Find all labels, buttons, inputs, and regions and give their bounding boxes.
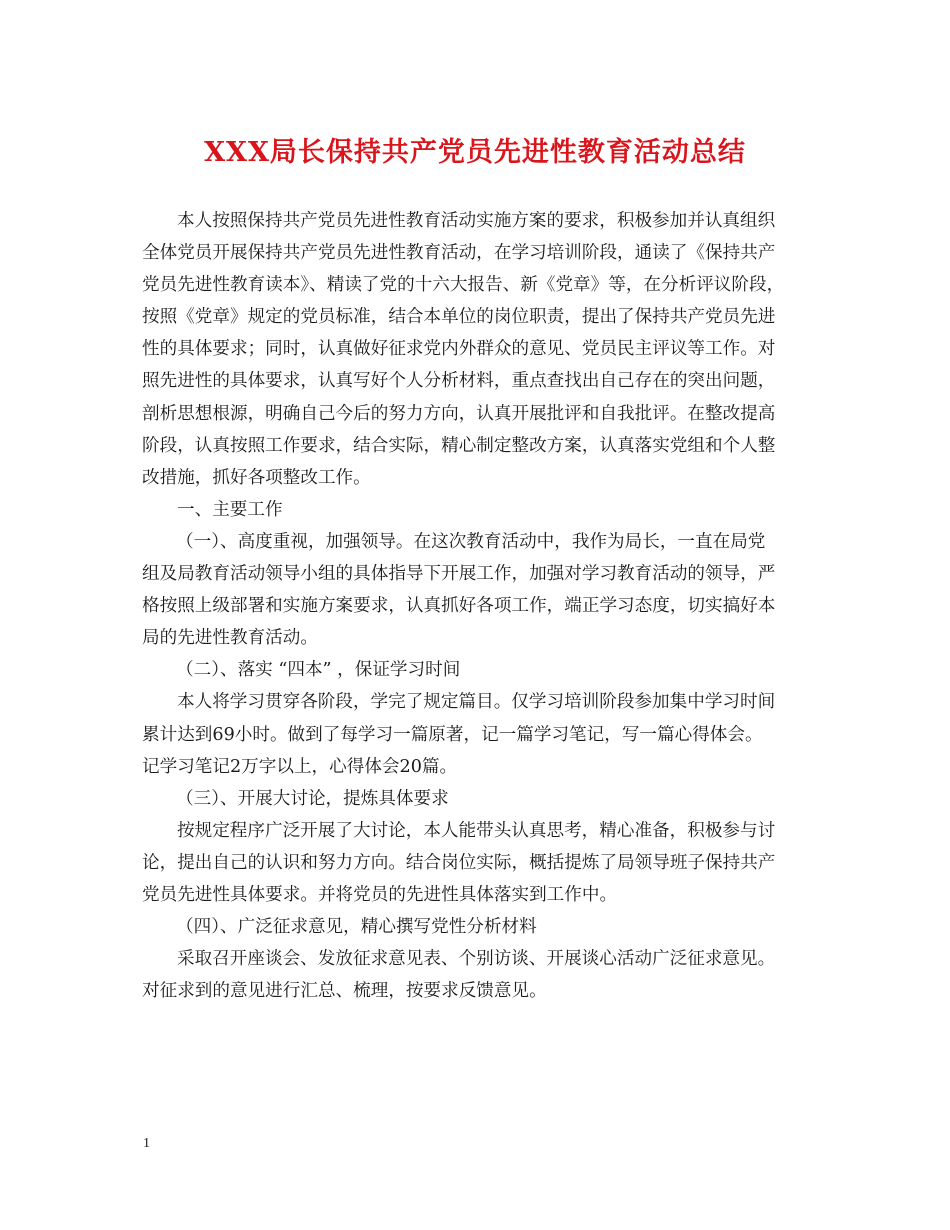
body-line: 局的先进性教育活动。 <box>142 628 318 649</box>
document-title: XXX局长保持共产党员先进性教育活动总结 <box>204 137 746 168</box>
body-line: 性的具体要求；同时，认真做好征求党内外群众的意见、党员民主评议等工作。对 <box>142 339 776 360</box>
page-number: 1 <box>143 1136 150 1151</box>
body-line: 论，提出自己的认识和努力方向。结合岗位实际，概括提炼了局领导班子保持共产 <box>142 852 776 873</box>
body-line: 一、主要工作 <box>177 499 283 520</box>
body-line: 本人按照保持共产党员先进性教育活动实施方案的要求，积极参加并认真组织 <box>177 211 776 231</box>
body-line: 格按照上级部署和实施方案要求，认真抓好各项工作，端正学习态度，切实搞好本 <box>142 596 776 617</box>
body-line: 本人将学习贯穿各阶段，学完了规定篇目。仅学习培训阶段参加集中学习时间 <box>177 692 776 713</box>
body-line: （三）、开展大讨论，提炼具体要求 <box>176 788 449 809</box>
body-line: （二）、落实 “四本” ，保证学习时间 <box>176 660 461 681</box>
document-body <box>142 205 820 1007</box>
body-line: 党员先进性教育读本》、精读了党的十六大报告、新《党章》等，在分析评议阶段， <box>142 275 785 296</box>
body-line: 组及局教育活动领导小组的具体指导下开展工作，加强对学习教育活动的领导，严 <box>142 564 776 585</box>
body-line: 剖析思想根源，明确自己今后的努力方向，认真开展批评和自我批评。在整改提高 <box>142 403 776 424</box>
body-line: 按规定程序广泛开展了大讨论，本人能带头认真思考，精心准备，积极参与讨 <box>177 820 776 841</box>
body-line: 累计达到69小时。做到了每学习一篇原著，记一篇学习笔记，写一篇心得体会。 <box>142 724 763 745</box>
body-line: 照先进性的具体要求，认真写好个人分析材料，重点查找出自己存在的突出问题， <box>142 371 776 392</box>
body-line: 对征求到的意见进行汇总、梳理，按要求反馈意见。 <box>142 981 547 1002</box>
body-line: （四）、广泛征求意见，精心撰写党性分析材料 <box>176 917 537 938</box>
body-line: 采取召开座谈会、发放征求意见表、个别访谈、开展谈心活动广泛征求意见。 <box>177 949 776 970</box>
body-line: 按照《党章》规定的党员标准，结合本单位的岗位职责，提出了保持共产党员先进 <box>142 307 776 328</box>
body-line: 党员先进性具体要求。并将党员的先进性具体落实到工作中。 <box>142 884 618 905</box>
body-line: 改措施，抓好各项整改工作。 <box>142 467 371 488</box>
body-line: 阶段，认真按照工作要求，结合实际，精心制定整改方案，认真落实党组和个人整 <box>142 435 776 456</box>
body-line: 记学习笔记2万字以上，心得体会20篇。 <box>142 756 458 777</box>
body-line: （一）、高度重视，加强领导。在这次教育活动中，我作为局长，一直在局党 <box>176 531 766 552</box>
body-line: 全体党员开展保持共产党员先进性教育活动，在学习培训阶段，通读了《保持共产 <box>142 243 776 264</box>
